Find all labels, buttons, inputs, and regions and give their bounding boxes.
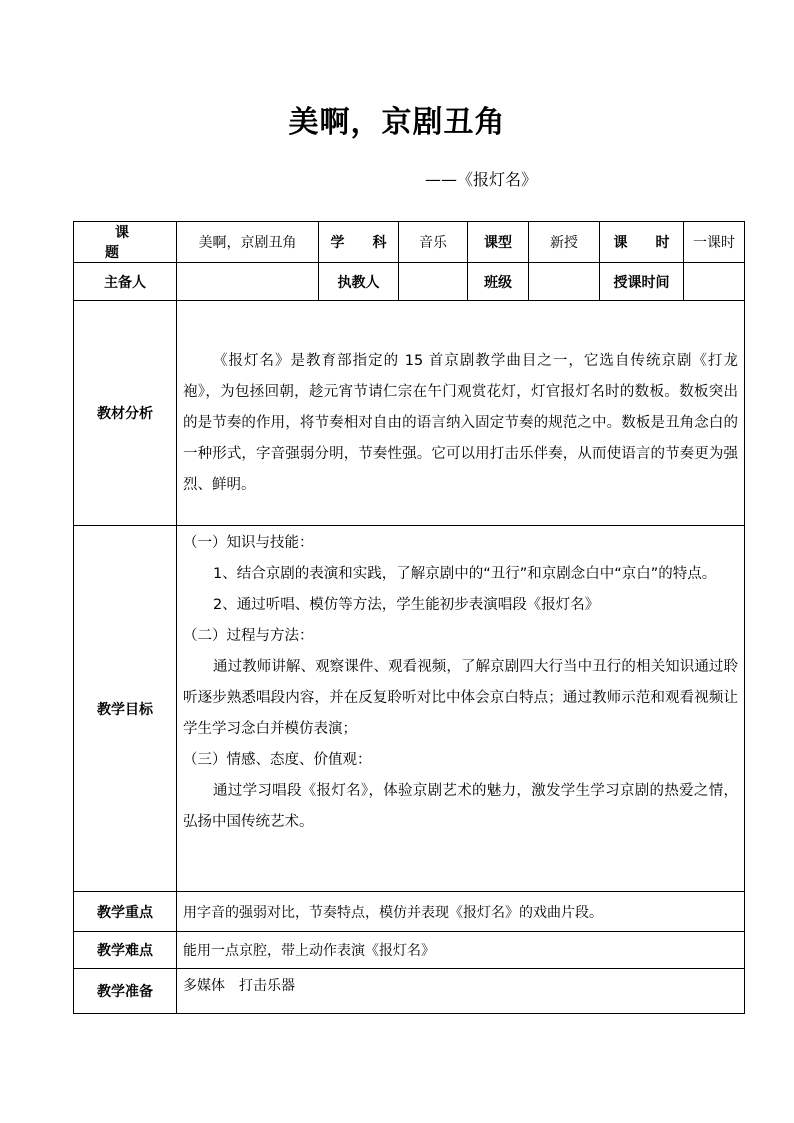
header-row-2 (74, 263, 745, 301)
preparer-label: 主备人 (74, 263, 177, 301)
preparation-row (74, 969, 745, 1014)
goals-heading-attitude: （三）情感、态度、价值观： (183, 752, 372, 768)
subject-label: 学 科 (319, 222, 399, 263)
time-value (684, 263, 745, 301)
analysis-text: 《报灯名》是教育部指定的 15 首京剧教学曲目之一，它选自传统京剧《打龙袍》，为包拯回朝，趁元宵节请仁宗在午门观赏花灯，灯官报灯名时的数板。数板突出的是节奏的作用，将节奏相对自由的语言纳入固定节奏的规范之中。数板是丑角念白的一种形式，字音强弱分明，节奏性强。它可以用打击乐伴奏，从而使语言的节奏更为强烈、鲜明。 (183, 352, 738, 493)
time-label: 授课时间 (600, 263, 684, 301)
teacher-label: 执教人 (319, 263, 399, 301)
class-label: 班级 (468, 263, 529, 301)
hours-label: 课 时 (600, 222, 684, 263)
analysis-row (74, 301, 745, 526)
preparer-value (177, 263, 319, 301)
goals-label: 教学目标 (74, 526, 177, 892)
goals-cell (177, 526, 745, 892)
document-subtitle: ——《报灯名》 (425, 170, 538, 189)
analysis-cell (177, 301, 745, 526)
key-points-label: 教学重点 (74, 892, 177, 932)
goals-item-1: 1、结合京剧的表演和实践，了解京剧中的“丑行”和京剧念白中“京白”的特点。 (213, 566, 717, 582)
difficulties-row (74, 932, 745, 969)
hours-value: 一课时 (684, 222, 745, 263)
key-points-text: 用字音的强弱对比，节奏特点，模仿并表现《报灯名》的戏曲片段。 (177, 892, 745, 932)
goals-heading-knowledge: （一）知识与技能： (183, 535, 314, 551)
goals-row (74, 526, 745, 892)
preparation-label: 教学准备 (74, 969, 177, 1014)
goals-attitude-text: 通过学习唱段《报灯名》，体验京剧艺术的魅力，激发学生学习京剧的热爱之情，弘扬中国传统艺术。 (183, 783, 738, 830)
header-row-1 (74, 222, 745, 263)
teacher-value (399, 263, 468, 301)
class-value (529, 263, 600, 301)
type-label: 课型 (468, 222, 529, 263)
difficulties-text: 能用一点京腔，带上动作表演《报灯名》 (177, 932, 745, 969)
topic-label: 课 题 (74, 222, 177, 263)
type-value: 新授 (529, 222, 600, 263)
goals-process-text: 通过教师讲解、观察课件、观看视频，了解京剧四大行当中丑行的相关知识通过聆听逐步熟悉唱段内容，并在反复聆听对比中体会京白特点；通过教师示范和观看视频让学生学习念白并模仿表演； (183, 659, 738, 737)
difficulties-label: 教学难点 (74, 932, 177, 969)
topic-value: 美啊，京剧丑角 (177, 222, 319, 263)
goals-item-2: 2、通过听唱、模仿等方法，学生能初步表演唱段《报灯名》 (213, 597, 600, 613)
key-points-row (74, 892, 745, 932)
preparation-text: 多媒体 打击乐器 (177, 969, 745, 1014)
analysis-label: 教材分析 (74, 301, 177, 526)
goals-heading-process: （二）过程与方法： (183, 628, 314, 644)
lesson-plan-table (73, 221, 745, 1014)
subject-value: 音乐 (399, 222, 468, 263)
document-title: 美啊，京剧丑角 (288, 105, 506, 140)
